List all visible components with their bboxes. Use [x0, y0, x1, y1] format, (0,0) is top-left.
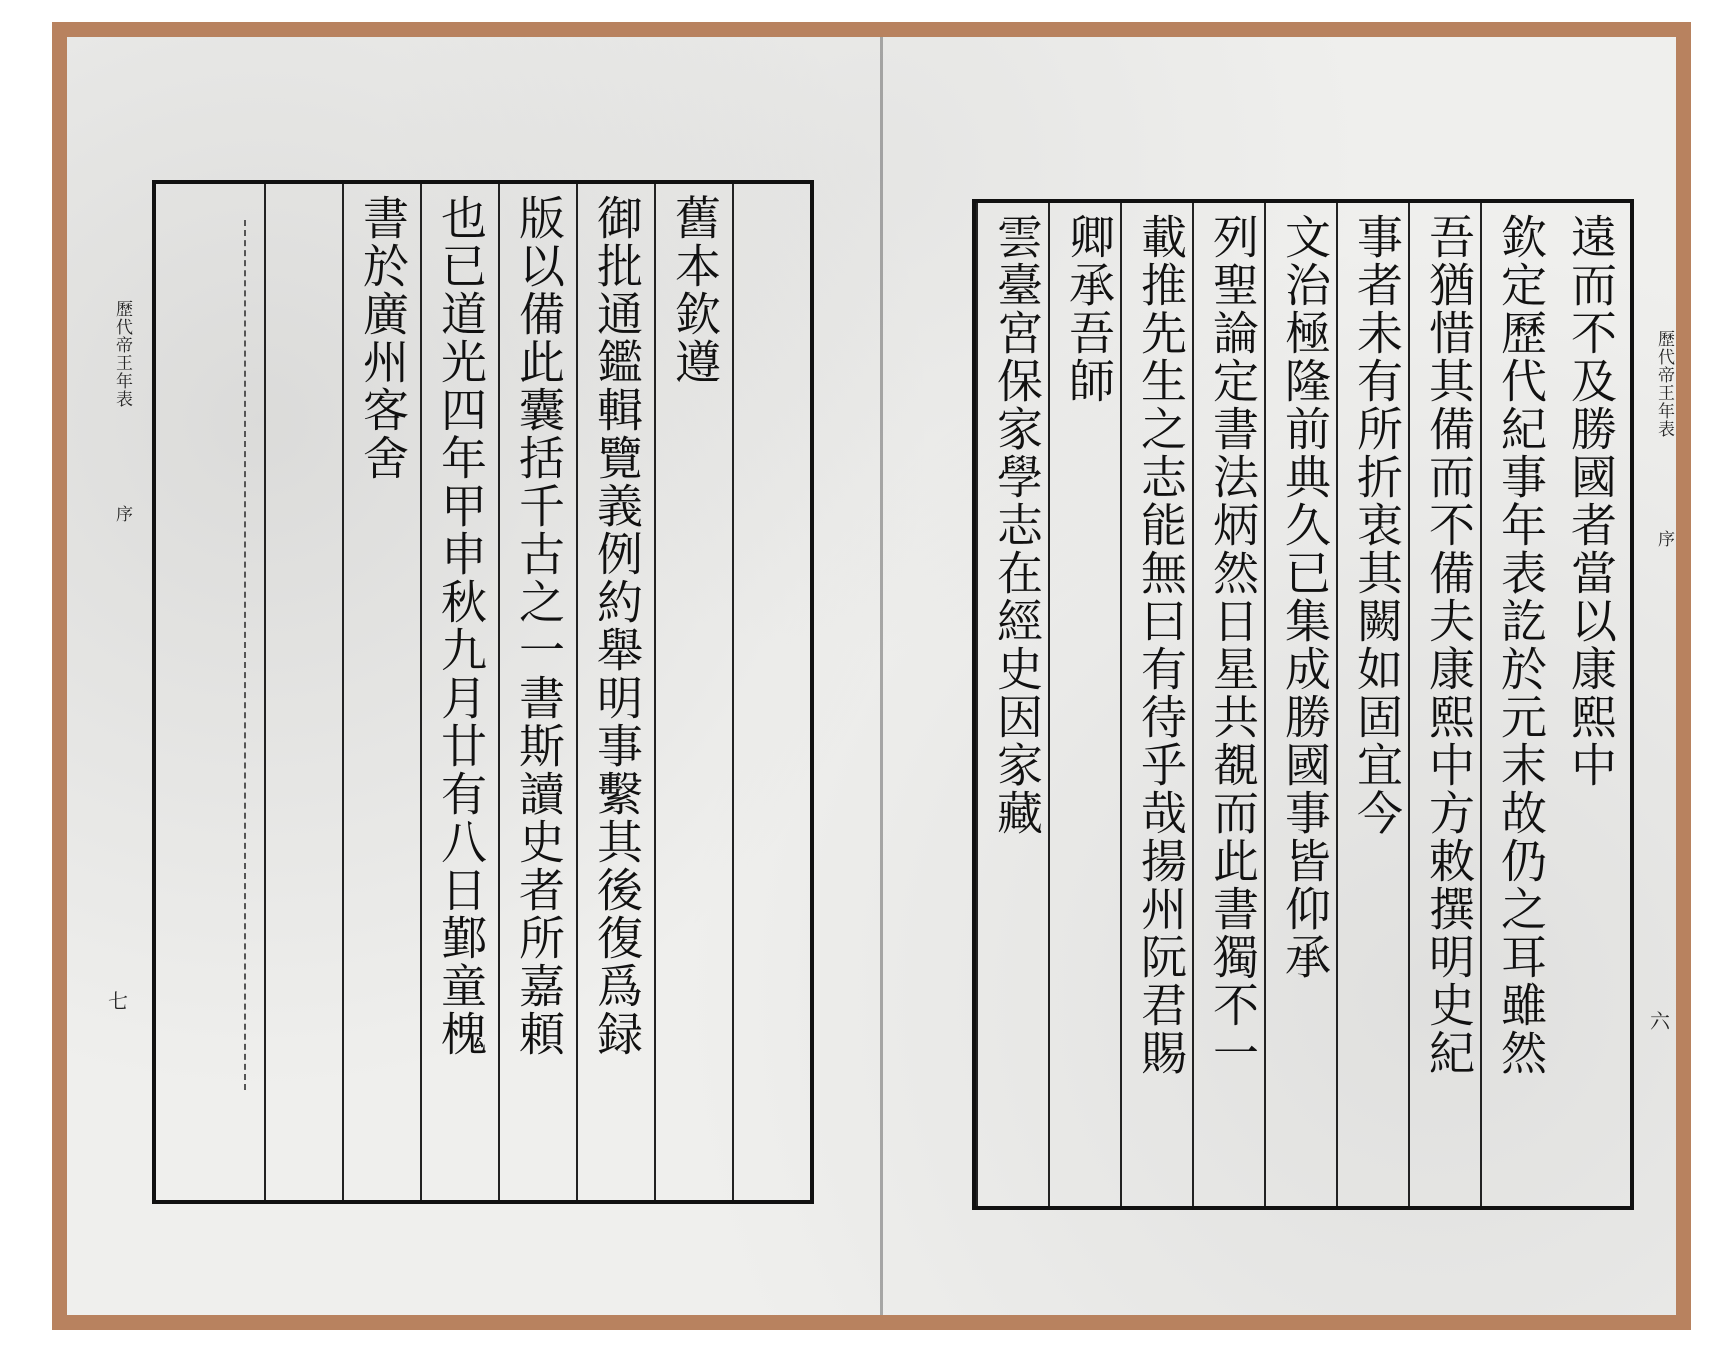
right-column-9-text: 雲臺宮保家學志在經史因家藏	[990, 213, 1044, 837]
right-page-number: 六	[1650, 1009, 1670, 1033]
right-column-7-text: 載推先生之志能無曰有待乎哉揚州阮君賜	[1134, 213, 1188, 1077]
right-column-3-text: 吾猶惜其備而不備夫康熙中方敕撰明史紀	[1422, 213, 1476, 1077]
left-column-4	[420, 184, 500, 1200]
right-column-5	[1264, 203, 1344, 1206]
right-column-6-text: 列聖論定書法炳然日星共覩而此書獨不一	[1206, 213, 1260, 1077]
left-column-4-text: 也已道光四年甲申秋九月廿有八日鄞童槐	[434, 194, 488, 1058]
left-column-1-text: 舊本欽遵	[668, 194, 722, 386]
left-margin-title: 歷代帝王年表	[112, 300, 132, 408]
left-column-1	[654, 184, 734, 1200]
book-gutter	[880, 37, 883, 1315]
left-column-2	[576, 184, 656, 1200]
right-column-3	[1408, 203, 1488, 1206]
left-page-number: 七	[108, 989, 128, 1013]
right-column-7	[1120, 203, 1200, 1206]
left-column-blank-1	[264, 184, 344, 1200]
right-column-2	[1480, 203, 1560, 1206]
right-column-8-text: 卿承吾師	[1062, 213, 1116, 405]
right-column-9	[976, 203, 1056, 1206]
left-column-3	[498, 184, 578, 1200]
left-text-box	[152, 180, 814, 1204]
left-column-blank-edge	[732, 184, 812, 1200]
left-column-5-text: 書於廣州客舍	[356, 194, 410, 482]
left-margin-section: 序	[112, 505, 132, 523]
left-dashed-rule	[244, 220, 246, 1090]
right-column-1-text: 遠而不及勝國者當以康熙中	[1564, 213, 1618, 789]
left-column-2-text: 御批通鑑輯覽義例約舉明事繫其後復爲録	[590, 194, 644, 1058]
right-column-2-text: 欽定歷代紀事年表訖於元末故仍之耳雖然	[1494, 213, 1548, 1077]
right-text-box	[972, 199, 1634, 1210]
right-column-6	[1192, 203, 1272, 1206]
right-column-4	[1336, 203, 1416, 1206]
right-column-8	[1048, 203, 1128, 1206]
left-column-5	[342, 184, 422, 1200]
right-column-1	[1552, 203, 1630, 1206]
right-column-5-text: 文治極隆前典久已集成勝國事皆仰承	[1278, 213, 1332, 981]
right-margin-title: 歷代帝王年表	[1654, 330, 1674, 438]
right-column-4-text: 事者未有所折衷其闕如固宜今	[1350, 213, 1404, 837]
right-margin-section: 序	[1654, 530, 1674, 548]
left-column-3-text: 版以備此囊括千古之一書斯讀史者所嘉頼	[512, 194, 566, 1058]
